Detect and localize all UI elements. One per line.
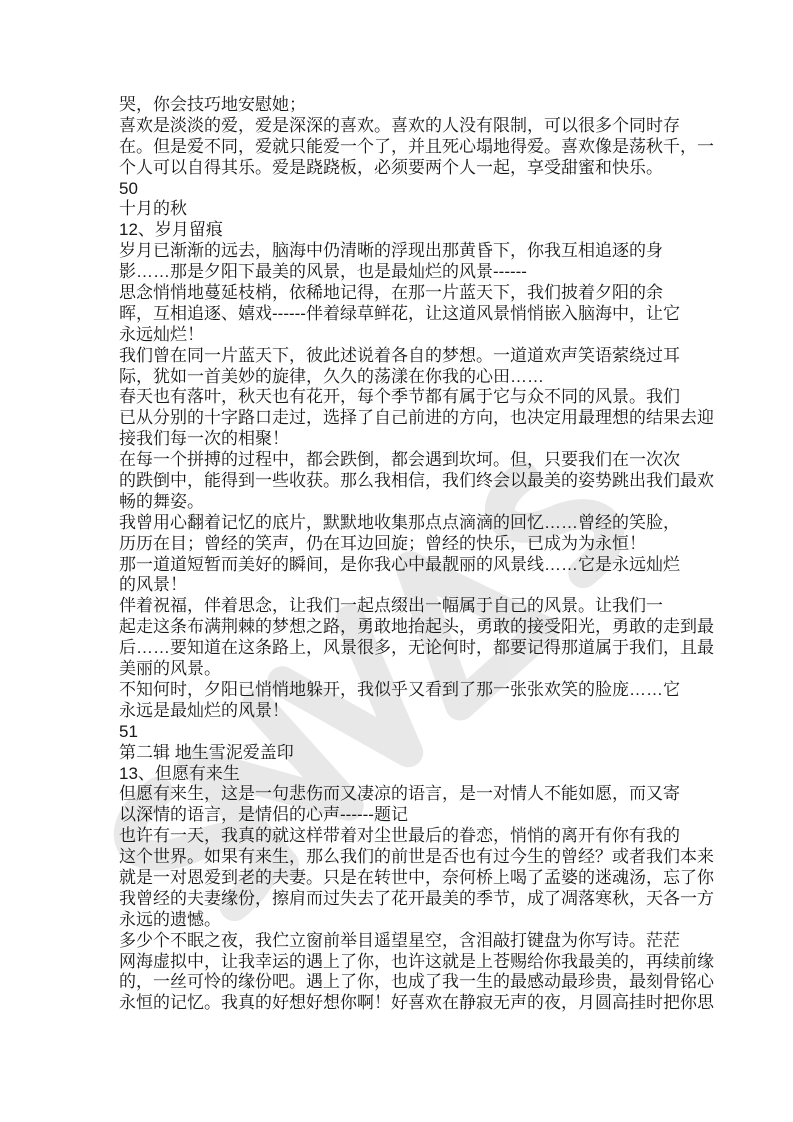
text-line: 起走这条布满荆棘的梦想之路，勇敢地抬起头，勇敢的接受阳光，勇敢的走到最 bbox=[119, 617, 714, 637]
text-line: 美丽的风景。 bbox=[119, 659, 221, 679]
text-line: 喜欢是淡淡的爱，爱是深深的喜欢。喜欢的人没有限制，可以很多个同时存 bbox=[119, 115, 680, 135]
text-line: 晖，互相追逐、嬉戏------伴着绿草鲜花，让这道风景悄悄嵌入脑海中，让它 bbox=[119, 303, 680, 323]
text-line: 已从分别的十字路口走过，选择了自己前进的方向，也决定用最理想的结果去迎 bbox=[119, 408, 714, 428]
text-line: 十月的秋 bbox=[119, 199, 187, 219]
text-line: 第二辑 地生雪泥爱盖印 bbox=[119, 742, 294, 762]
text-line: 就是一对恩爱到老的夫妻。只是在转世中，奈何桥上喝了孟婆的迷魂汤，忘了你 bbox=[119, 867, 714, 887]
text-line: 的跌倒中，能得到一些收获。那么我相信，我们终会以最美的姿势跳出我们最欢 bbox=[119, 471, 714, 491]
text-line: 岁月已渐渐的远去，脑海中仍清晰的浮现出那黄昏下，你我互相追逐的身 bbox=[119, 241, 663, 261]
text-line: 永远灿烂！ bbox=[119, 324, 204, 344]
text-line: 永恒的记忆。我真的好想好想你啊！好喜欢在静寂无声的夜，月圆高挂时把你思 bbox=[119, 993, 714, 1013]
text-line: 我们曾在同一片蓝天下，彼此述说着各自的梦想。一道道欢声笑语萦绕过耳 bbox=[119, 345, 680, 365]
text-line: 也许有一天，我真的就这样带着对尘世最后的眷恋，悄悄的离开有你有我的 bbox=[119, 826, 680, 846]
text-line: 永远是最灿烂的风景！ bbox=[119, 700, 289, 720]
text-line: 51 bbox=[119, 721, 138, 741]
text-line: 在每一个拼搏的过程中，都会跌倒，都会遇到坎坷。但，只要我们在一次次 bbox=[119, 450, 680, 470]
text-line: 际，犹如一首美妙的旋律，久久的荡漾在你我的心田…… bbox=[119, 366, 544, 386]
text-line: 但愿有来生，这是一句悲伤而又凄凉的语言，是一对情人不能如愿，而又寄 bbox=[119, 784, 680, 804]
text-line: 永远的遗憾。 bbox=[119, 909, 221, 929]
text-line: 网海虚拟中，让我幸运的遇上了你，也许这就是上苍赐给你我最美的，再续前缘 bbox=[119, 951, 714, 971]
text-line: 后……要知道在这条路上，风景很多，无论何时，都要记得那道属于我们，且最 bbox=[119, 638, 714, 658]
text-line: 个人可以自得其乐。爱是跷跷板，必须要两个人一起，享受甜蜜和快乐。 bbox=[119, 157, 663, 177]
text-line: 畅的舞姿。 bbox=[119, 491, 204, 511]
text-line: 思念悄悄地蔓延枝梢，依稀地记得，在那一片蓝天下，我们披着夕阳的余 bbox=[119, 283, 663, 303]
text-line: 哭，你会技巧地安慰她； bbox=[119, 95, 306, 114]
text-line: 在。但是爱不同，爱就只能爱一个了，并且死心塌地得爱。喜欢像是荡秋千，一 bbox=[119, 136, 714, 156]
text-line: 12、岁月留痕 bbox=[119, 220, 223, 240]
text-line: 13、但愿有来生 bbox=[119, 763, 240, 783]
text-line: 那一道道短暂而美好的瞬间，是你我心中最靓丽的风景线……它是永远灿烂 bbox=[119, 554, 680, 574]
text-line: 多少个不眠之夜，我伫立窗前举目遥望星空，含泪敲打键盘为你写诗。茫茫 bbox=[119, 930, 680, 950]
text-line: 伴着祝福，伴着思念，让我们一起点缀出一幅属于自己的风景。让我们一 bbox=[119, 596, 663, 616]
text-line: 我曾经的夫妻缘份，擦肩而过失去了花开最美的季节，成了凋落寒秋，天各一方 bbox=[119, 888, 714, 908]
text-line: 这个世界。如果有来生，那么我们的前世是否也有过今生的曾经？或者我们本来 bbox=[119, 847, 714, 867]
text-line: 春天也有落叶，秋天也有花开，每个季节都有属于它与众不同的风景。我们 bbox=[119, 387, 680, 407]
text-line: 不知何时，夕阳已悄悄地躲开，我似乎又看到了那一张张欢笑的脸庞……它 bbox=[119, 679, 680, 699]
text-line: 影……那是夕阳下最美的风景，也是最灿烂的风景------ bbox=[119, 262, 527, 282]
document-text bbox=[119, 95, 719, 1014]
text-line: 50 bbox=[119, 178, 138, 198]
text-line: 的，一丝可怜的缘份吧。遇上了你，也成了我一生的最感动最珍贵，最刻骨铭心 bbox=[119, 972, 714, 992]
text-line: 历历在目；曾经的笑声，仍在耳边回旋；曾经的快乐，已成为为永恒！ bbox=[119, 533, 646, 553]
text-line: 接我们每一次的相聚！ bbox=[119, 429, 289, 449]
text-line: 以深情的语言，是情侣的心声------题记 bbox=[119, 805, 408, 825]
text-line: 的风景！ bbox=[119, 575, 187, 595]
text-line: 我曾用心翻着记忆的底片，默默地收集那点点滴滴的回忆……曾经的笑脸， bbox=[119, 512, 680, 532]
